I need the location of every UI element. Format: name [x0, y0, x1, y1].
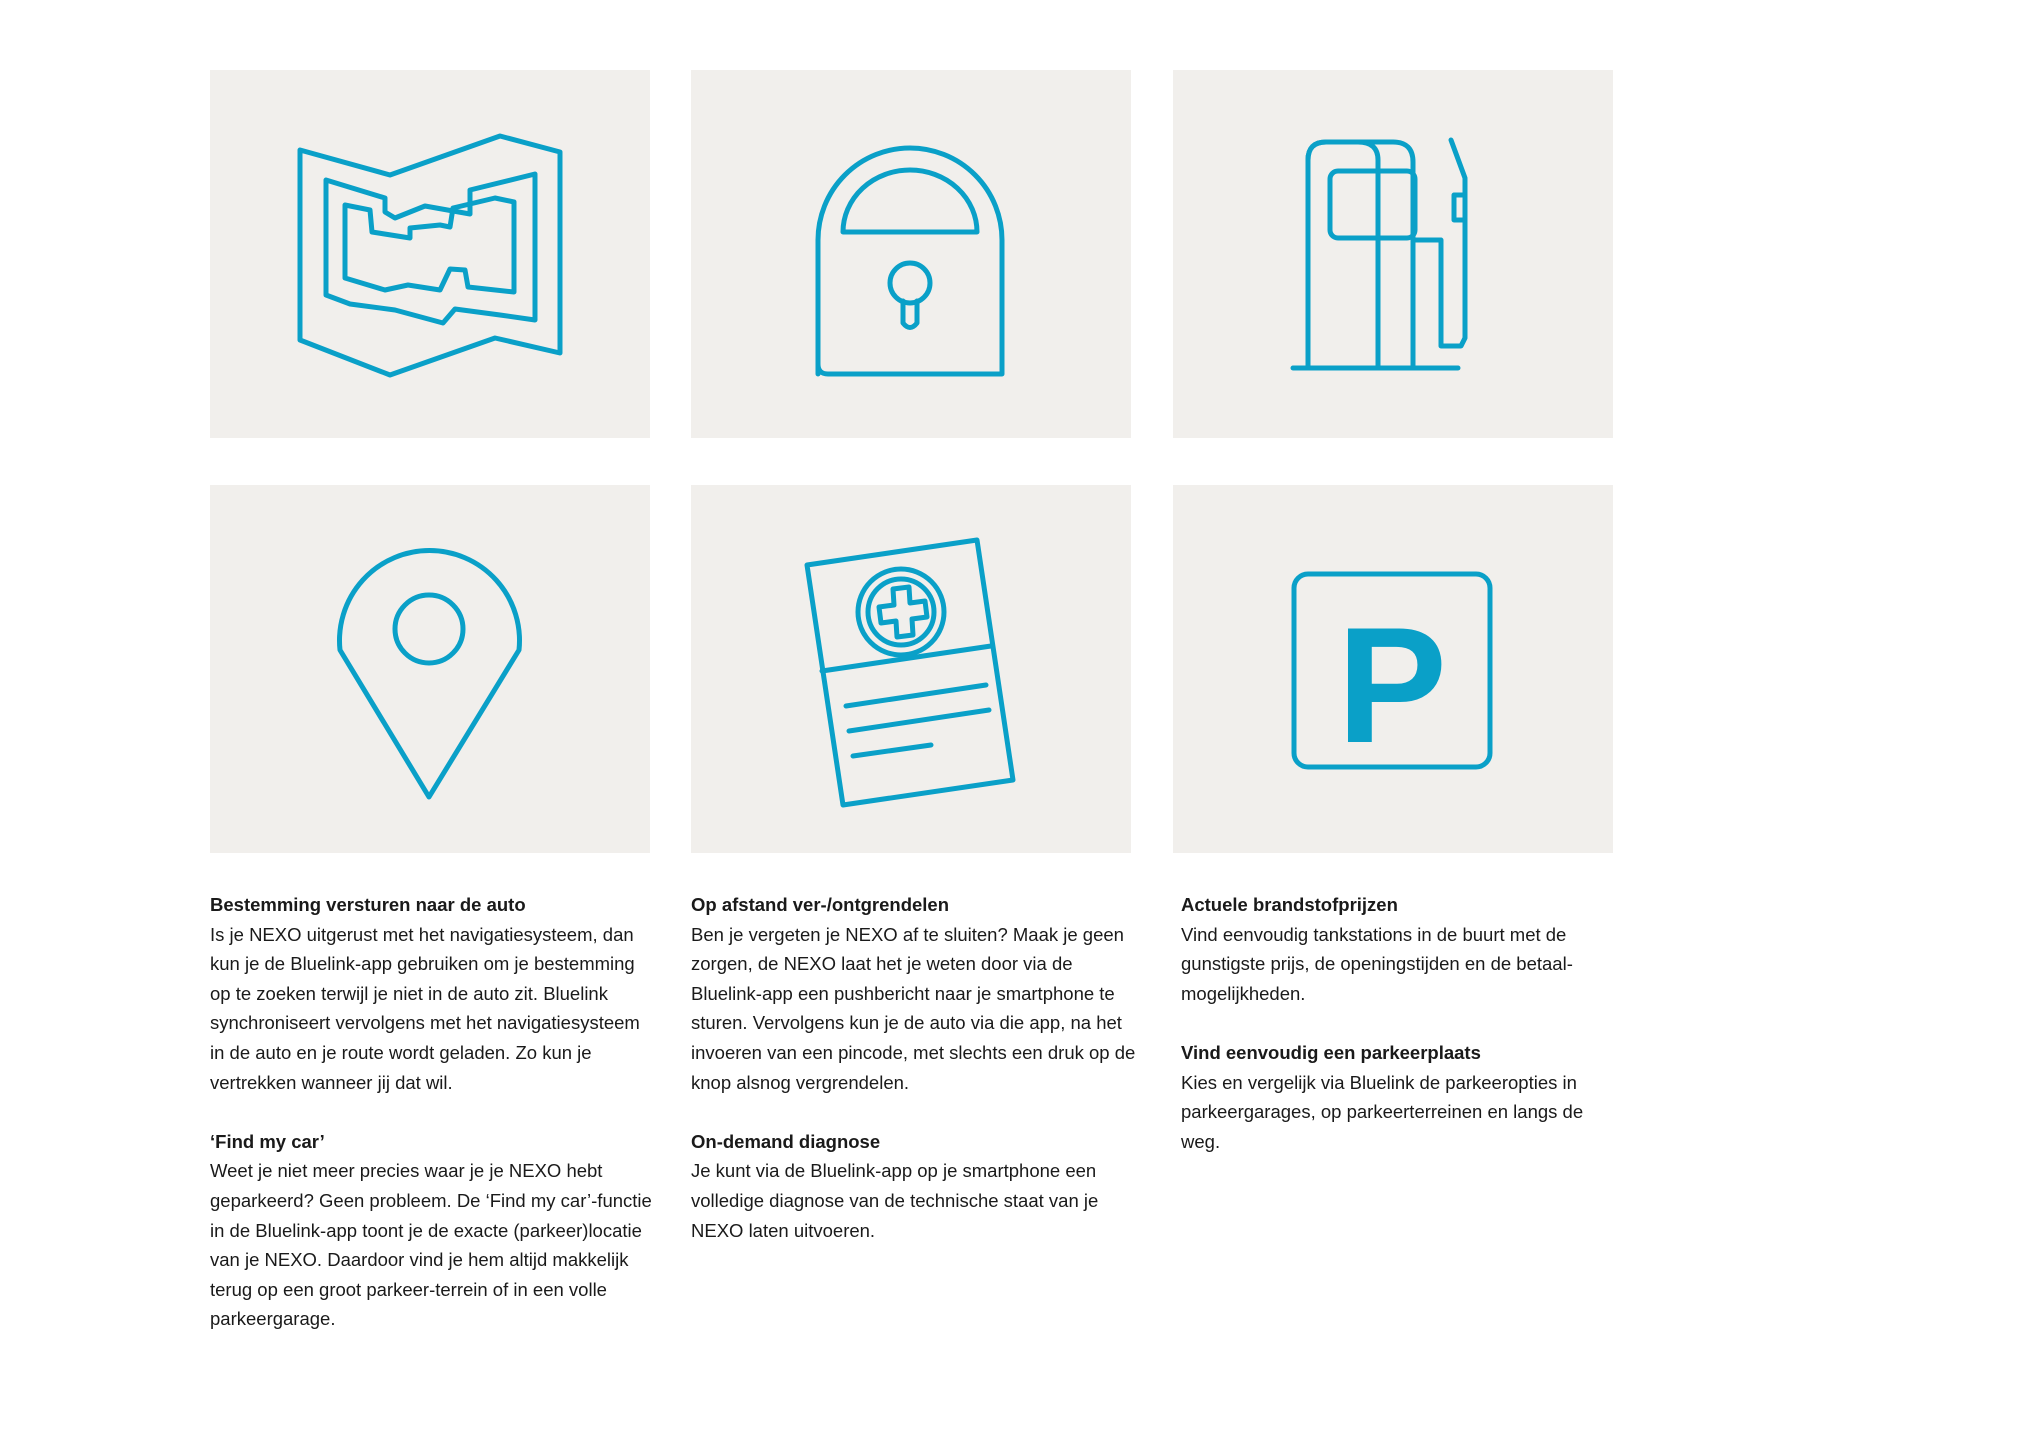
feature-send-destination [210, 890, 655, 1097]
feature-title: ‘Find my car’ [210, 1130, 325, 1152]
feature-diagnosis [691, 1127, 1136, 1245]
location-pin-icon [210, 485, 650, 853]
folded-map-icon [210, 70, 650, 438]
tile-fuel [1173, 70, 1613, 438]
text-column-2 [691, 890, 1136, 1275]
feature-title: Op afstand ver-/ontgrendelen [691, 894, 950, 915]
tile-parking [1173, 485, 1613, 853]
feature-body: Je kunt via de Bluelink-app op je smartphone een volledige diagnose van de technische staat van je NEXO laten uitvoeren. [691, 1160, 1099, 1241]
feature-parking [1181, 1038, 1621, 1156]
feature-body: Is je NEXO uitgerust met het navigatiesysteem, dan kun je de Bluelink-app gebruiken om je bestemming op te zoeken terwijl je niet in de auto zit. Bluelink synchroniseert vervolgens met het navigatiesysteem in de auto en je route wordt geladen. Zo kun je vertrekken wanneer jij dat wil. [210, 923, 640, 1093]
tile-diagnosis [691, 485, 1131, 853]
parking-sign-letter: P [1336, 593, 1448, 777]
feature-body: Vind eenvoudig tankstations in de buurt met de gunstigste prijs, de openingstijden en de betaal-mogelijkheden. [1181, 923, 1573, 1004]
feature-body: Kies en vergelijk via Bluelink de parkeeropties in parkeergarages, op parkeerterreinen en langs de weg. [1181, 1071, 1584, 1152]
feature-title: Bestemming versturen naar de auto [210, 894, 526, 915]
feature-body: Weet je niet meer precies waar je je NEXO hebt geparkeerd? Geen probleem. De ‘Find my car’-functie in de Bluelink-app toont je de exacte (parkeer)locatie van je NEXO. Daardoor vind je hem altijd makkelijk terug op een groot parkeer-terrein of in een volle parkeergarage. [210, 1160, 652, 1330]
text-column-3 [1181, 890, 1621, 1186]
feature-title: Actuele brandstofprijzen [1181, 894, 1398, 915]
padlock-icon [691, 70, 1131, 438]
parking-sign-icon [1173, 485, 1613, 853]
feature-body: Ben je vergeten je NEXO af te sluiten? Maak je geen zorgen, de NEXO laat het je weten door via de Bluelink-app een pushbericht naar je smartphone te sturen. Vervolgens kun je de auto via die app, na het invoeren van een pincode, met slechts een druk op de knop alsnog vergrendelen. [691, 923, 1136, 1093]
feature-fuel-prices [1181, 890, 1621, 1008]
feature-find-my-car [210, 1127, 655, 1334]
tile-lock [691, 70, 1131, 438]
tile-map [210, 70, 650, 438]
fuel-pump-icon [1173, 70, 1613, 438]
feature-title: On-demand diagnose [691, 1130, 881, 1152]
diagnosis-report-icon [691, 485, 1131, 853]
feature-title: Vind eenvoudig een parkeerplaats [1181, 1041, 1481, 1063]
text-column-1 [210, 890, 655, 1364]
feature-remote-lock [691, 890, 1136, 1097]
tile-location [210, 485, 650, 853]
